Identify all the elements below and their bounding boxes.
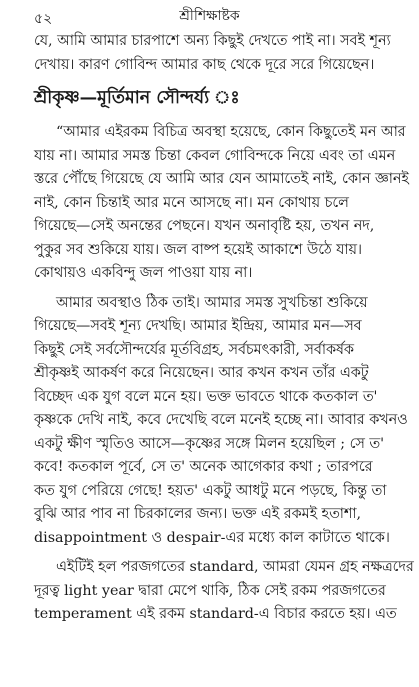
section-heading: শ্রীকৃষ্ণ—মূর্তিমান সৌন্দর্য্য ঃ [34,88,240,108]
text-line: গিয়েছে—সেই অনন্তের পেছনে। যখন অনাবৃষ্টি হয়, তখন নদ, [34,218,375,234]
text-line: নাই, কোন চিন্তাই আর মনে আসছে না। মন কোথায় চলে [34,194,349,211]
text-line: কোথায়ও একবিন্দু জল পাওয়া যায় না। [34,265,253,281]
page-body [34,30,414,627]
text-line: গিয়েছে—সবই শূন্য দেখছি। আমার ইন্দ্রিয়, আমার মন—সব [34,318,362,334]
text-line: দেখায়। কারণ গোবিন্দ আমার কাছ থেকে দূরে সরে গিয়েছেন। [34,56,375,73]
text-line: পুকুর সব শুকিয়ে যায়। জল বাষ্প হয়েই আকাশে উঠে যায়। [34,241,363,258]
text-line: যে, আমি আমার চারপাশে অন্য কিছুই দেখতে পাই না। সবই শূন্য [34,33,391,49]
paragraph [34,556,414,627]
paragraph-quote [34,121,409,286]
page-header [34,6,385,26]
text-line: কত যুগ পেরিয়ে গেছে! হয়ত' একটু আধটু মনে পড়ছে, কিন্তু তা [34,482,387,499]
text-line: temperament এই রকম standard-এ বিচার করতে হয়। এত [34,606,397,622]
text-line: যায় না। আমার সমস্ত চিন্তা কেবল গোবিন্দকে নিয়ে এবং তা এমন [34,147,396,164]
text-line: এইটিই হল পরজগতের standard, আমরা যেমন গ্রহ নক্ষত্রদের [56,559,414,575]
text-line: “আমার এইরকম বিচিত্র অবস্থা হয়েছে, কোন কিছুতেই মন আর [56,124,406,140]
text-line: স্তরে পৌঁছে গিয়েছে যে আমি আর যেন আমাতেই নাই, কোন জ্ঞানই [34,171,409,187]
text-line: কিছুই সেই সর্বসৌন্দর্যের মূর্তবিগ্রহ, সর্বচমৎকারী, সর্বাকর্ষক [34,341,354,358]
text-line: আমার অবস্থাও ঠিক তাই। আমার সমস্ত সুখচিন্তা শুকিয়ে [56,294,368,311]
paragraph-continued [34,30,389,77]
text-line: শ্রীকৃষ্ণই আকর্ষণ করে নিয়েছেন। আর কখন কখন তাঁর একটু [34,365,369,381]
text-line: disappointment ও despair-এর মধ্যে কাল কাটাতে থাকে। [34,529,390,546]
text-line: কবে! কতকাল পূর্বে, সে ত' অনেক আগেকার কথা ; তারপরে [34,459,373,475]
paragraph [34,292,408,551]
page-number: ৫২ [34,11,53,27]
text-line: দূরত্ব light year দ্বারা মেপে থাকি, ঠিক সেই রকম পরজগতের [34,582,386,599]
text-line: বিচ্ছেদ এক যুগ বলে মনে হয়। ভক্ত ভাবতে থাকে কতকাল ত' [34,388,378,405]
running-title: শ্রীশিক্ষাষ্টক [179,8,240,24]
text-line: বুঝি আর পাব না চিরকালের জন্য। ভক্ত এই রকমই হতাশা, [34,506,362,522]
text-line: কৃষ্ণকে দেখি নাই, কবে দেখেছি বলে মনেই হচ্ছে না। আবার কখনও [34,412,408,428]
text-line: একটু ক্ষীণ স্মৃতিও আসে—কৃষ্ণের সঙ্গে মিলন হয়েছিল ; সে ত' [34,435,385,452]
